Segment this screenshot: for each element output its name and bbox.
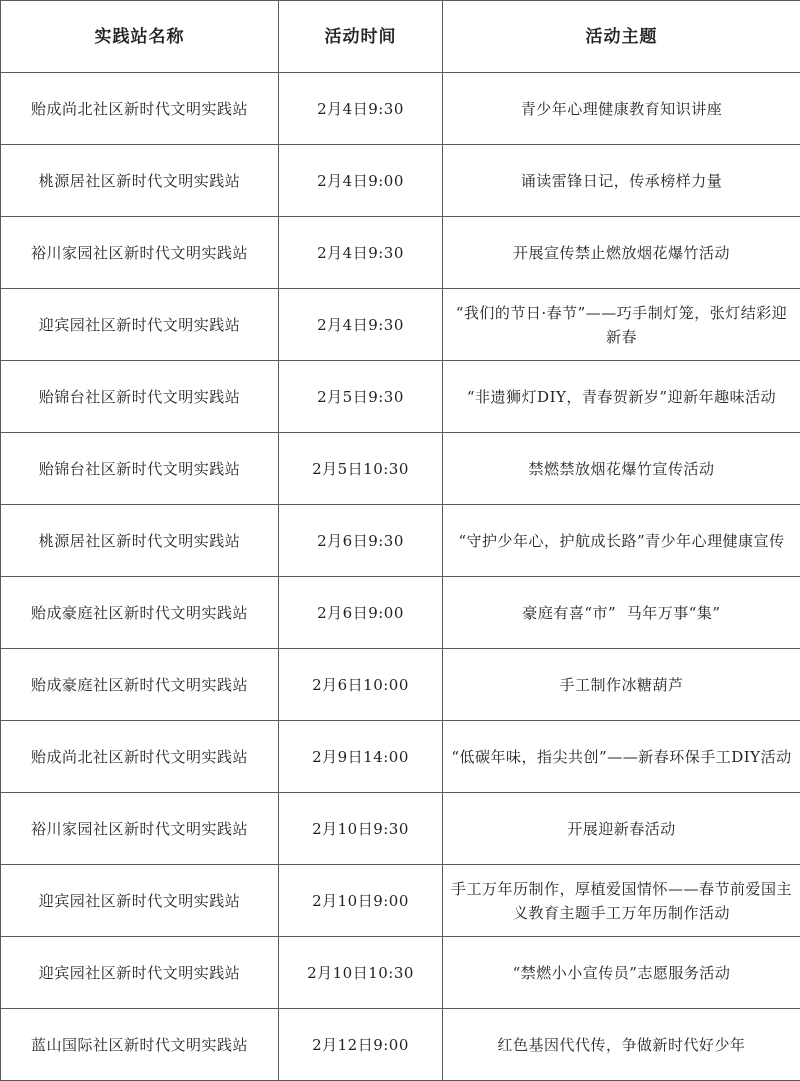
activity-time-cell: 2月6日9:30: [279, 505, 443, 577]
station-name-cell: 裕川家园社区新时代文明实践站: [1, 793, 279, 865]
station-name-cell: 贻成豪庭社区新时代文明实践站: [1, 577, 279, 649]
activity-time-cell: 2月12日9:00: [279, 1009, 443, 1081]
table-body: [1, 73, 800, 1081]
table-row: [1, 577, 800, 649]
activity-theme-cell: 手工制作冰糖葫芦: [443, 649, 800, 721]
activity-theme-cell: “低碳年味，指尖共创”——新春环保手工DIY活动: [443, 721, 800, 793]
header-activity-theme: 活动主题: [443, 1, 800, 73]
station-name-cell: 贻锦台社区新时代文明实践站: [1, 361, 279, 433]
header-activity-time: 活动时间: [279, 1, 443, 73]
activity-theme-cell: 开展宣传禁止燃放烟花爆竹活动: [443, 217, 800, 289]
activity-time-cell: 2月4日9:30: [279, 73, 443, 145]
station-name-cell: 贻锦台社区新时代文明实践站: [1, 433, 279, 505]
table-row: [1, 649, 800, 721]
station-name-cell: 迎宾园社区新时代文明实践站: [1, 865, 279, 937]
table-row: [1, 217, 800, 289]
header-row: [1, 1, 800, 73]
table-row: [1, 721, 800, 793]
activity-time-cell: 2月9日14:00: [279, 721, 443, 793]
station-name-cell: 迎宾园社区新时代文明实践站: [1, 937, 279, 1009]
activity-time-cell: 2月5日10:30: [279, 433, 443, 505]
station-name-cell: 贻成尚北社区新时代文明实践站: [1, 73, 279, 145]
activity-theme-cell: 红色基因代代传，争做新时代好少年: [443, 1009, 800, 1081]
table-row: [1, 793, 800, 865]
activity-theme-cell: 禁燃禁放烟花爆竹宣传活动: [443, 433, 800, 505]
table-row: [1, 289, 800, 361]
table-header: [1, 1, 800, 73]
activity-time-cell: 2月4日9:30: [279, 289, 443, 361]
activity-theme-cell: 青少年心理健康教育知识讲座: [443, 73, 800, 145]
station-name-cell: 桃源居社区新时代文明实践站: [1, 145, 279, 217]
station-name-cell: 贻成尚北社区新时代文明实践站: [1, 721, 279, 793]
table-row: [1, 937, 800, 1009]
header-station-name: 实践站名称: [1, 1, 279, 73]
activity-time-cell: 2月4日9:30: [279, 217, 443, 289]
activity-time-cell: 2月6日10:00: [279, 649, 443, 721]
table-row: [1, 361, 800, 433]
table-row: [1, 1009, 800, 1081]
table-row: [1, 145, 800, 217]
activity-theme-cell: “守护少年心，护航成长路”青少年心理健康宣传: [443, 505, 800, 577]
station-name-cell: 桃源居社区新时代文明实践站: [1, 505, 279, 577]
activity-theme-cell: 诵读雷锋日记，传承榜样力量: [443, 145, 800, 217]
activity-time-cell: 2月10日10:30: [279, 937, 443, 1009]
station-name-cell: 蓝山国际社区新时代文明实践站: [1, 1009, 279, 1081]
station-name-cell: 迎宾园社区新时代文明实践站: [1, 289, 279, 361]
activity-theme-cell: “我们的节日·春节”——巧手制灯笼，张灯结彩迎新春: [443, 289, 800, 361]
activity-theme-cell: 开展迎新春活动: [443, 793, 800, 865]
station-name-cell: 裕川家园社区新时代文明实践站: [1, 217, 279, 289]
table-row: [1, 433, 800, 505]
station-name-cell: 贻成豪庭社区新时代文明实践站: [1, 649, 279, 721]
activity-time-cell: 2月10日9:00: [279, 865, 443, 937]
table-row: [1, 505, 800, 577]
activity-time-cell: 2月5日9:30: [279, 361, 443, 433]
activity-time-cell: 2月6日9:00: [279, 577, 443, 649]
table-row: [1, 865, 800, 937]
activity-time-cell: 2月4日9:00: [279, 145, 443, 217]
activity-theme-cell: “非遗狮灯DIY，青春贺新岁”迎新年趣味活动: [443, 361, 800, 433]
activity-time-cell: 2月10日9:30: [279, 793, 443, 865]
activity-theme-cell: “禁燃小小宣传员”志愿服务活动: [443, 937, 800, 1009]
activity-theme-cell: 手工万年历制作，厚植爱国情怀——春节前爱国主义教育主题手工万年历制作活动: [443, 865, 800, 937]
activity-theme-cell: 豪庭有喜“市” 马年万事“集”: [443, 577, 800, 649]
table-row: [1, 73, 800, 145]
